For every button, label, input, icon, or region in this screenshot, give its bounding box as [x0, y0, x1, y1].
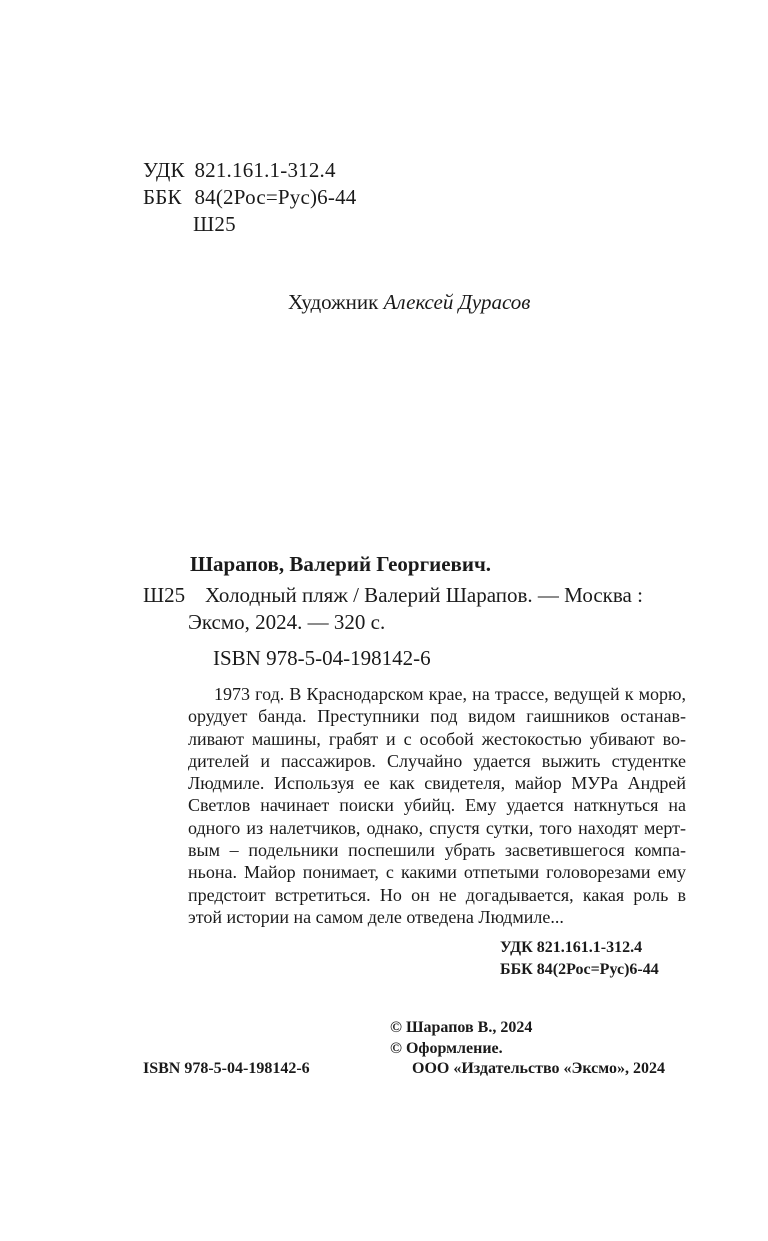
- annotation-line: этой истории на самом деле отведена Людмиле...: [188, 906, 564, 927]
- bottom-bbk: ББК 84(2Рос=Рус)6-44: [500, 961, 659, 978]
- udk-value: 821.161.1-312.4: [194, 158, 336, 182]
- copyright-author: © Шарапов В., 2024: [390, 1019, 533, 1036]
- copyright-publisher: ООО «Издательство «Эксмо», 2024: [412, 1060, 665, 1077]
- annotation-line: ливают машины, грабят и с особой жестокостью убивают во-: [188, 728, 686, 749]
- udk-label: УДК: [143, 158, 185, 182]
- artist-role: Художник: [288, 290, 379, 314]
- title-line-2: Эксмо, 2024. — 320 с.: [188, 610, 386, 634]
- udk-line: [143, 160, 336, 181]
- annotation-line: дителей и пассажиров. Случайно удается выжить студентке: [188, 750, 686, 771]
- record-mark: Ш25: [143, 583, 186, 607]
- copyright-design: © Оформление.: [390, 1040, 503, 1057]
- author-mark-top: Ш25: [193, 212, 236, 236]
- annotation-line: Людмиле. Используя ее как свидетеля, майор МУРа Андрей: [188, 773, 686, 794]
- artist-name: Алексей Дурасов: [383, 290, 531, 314]
- annotation-line: вым – подельники поспешили убрать засветившегося компа-: [188, 840, 686, 861]
- annotation-paragraph: [188, 683, 686, 928]
- record-isbn: ISBN 978-5-04-198142-6: [213, 646, 431, 670]
- bbk-value: 84(2Рос=Рус)6-44: [194, 185, 357, 209]
- artist-credit: [288, 292, 530, 313]
- annotation-line: ньона. Майор понимает, с какими отпетыми головорезами ему: [188, 862, 686, 883]
- bbk-label: ББК: [143, 185, 182, 209]
- bottom-udk: УДК 821.161.1-312.4: [500, 939, 643, 956]
- annotation-line: Светлов начинает поиски убийц. Ему удается наткнуться на: [188, 795, 686, 816]
- bbk-line: [143, 187, 356, 208]
- title-line-1: Холодный пляж / Валерий Шарапов. — Москва :: [205, 583, 643, 607]
- author-heading: Шарапов, Валерий Георгиевич.: [190, 552, 492, 576]
- annotation-line: предстоит встретиться. Но он не догадывается, какая роль в: [188, 884, 686, 905]
- annotation-line: одного из налетчиков, однако, спустя сутки, того находят мерт-: [188, 817, 686, 838]
- footer-isbn: ISBN 978-5-04-198142-6: [143, 1060, 310, 1077]
- annotation-line: орудует банда. Преступники под видом гаишников останав-: [188, 706, 686, 727]
- annotation-line: 1973 год. В Краснодарском крае, на трассе, ведущей к морю,: [214, 684, 686, 704]
